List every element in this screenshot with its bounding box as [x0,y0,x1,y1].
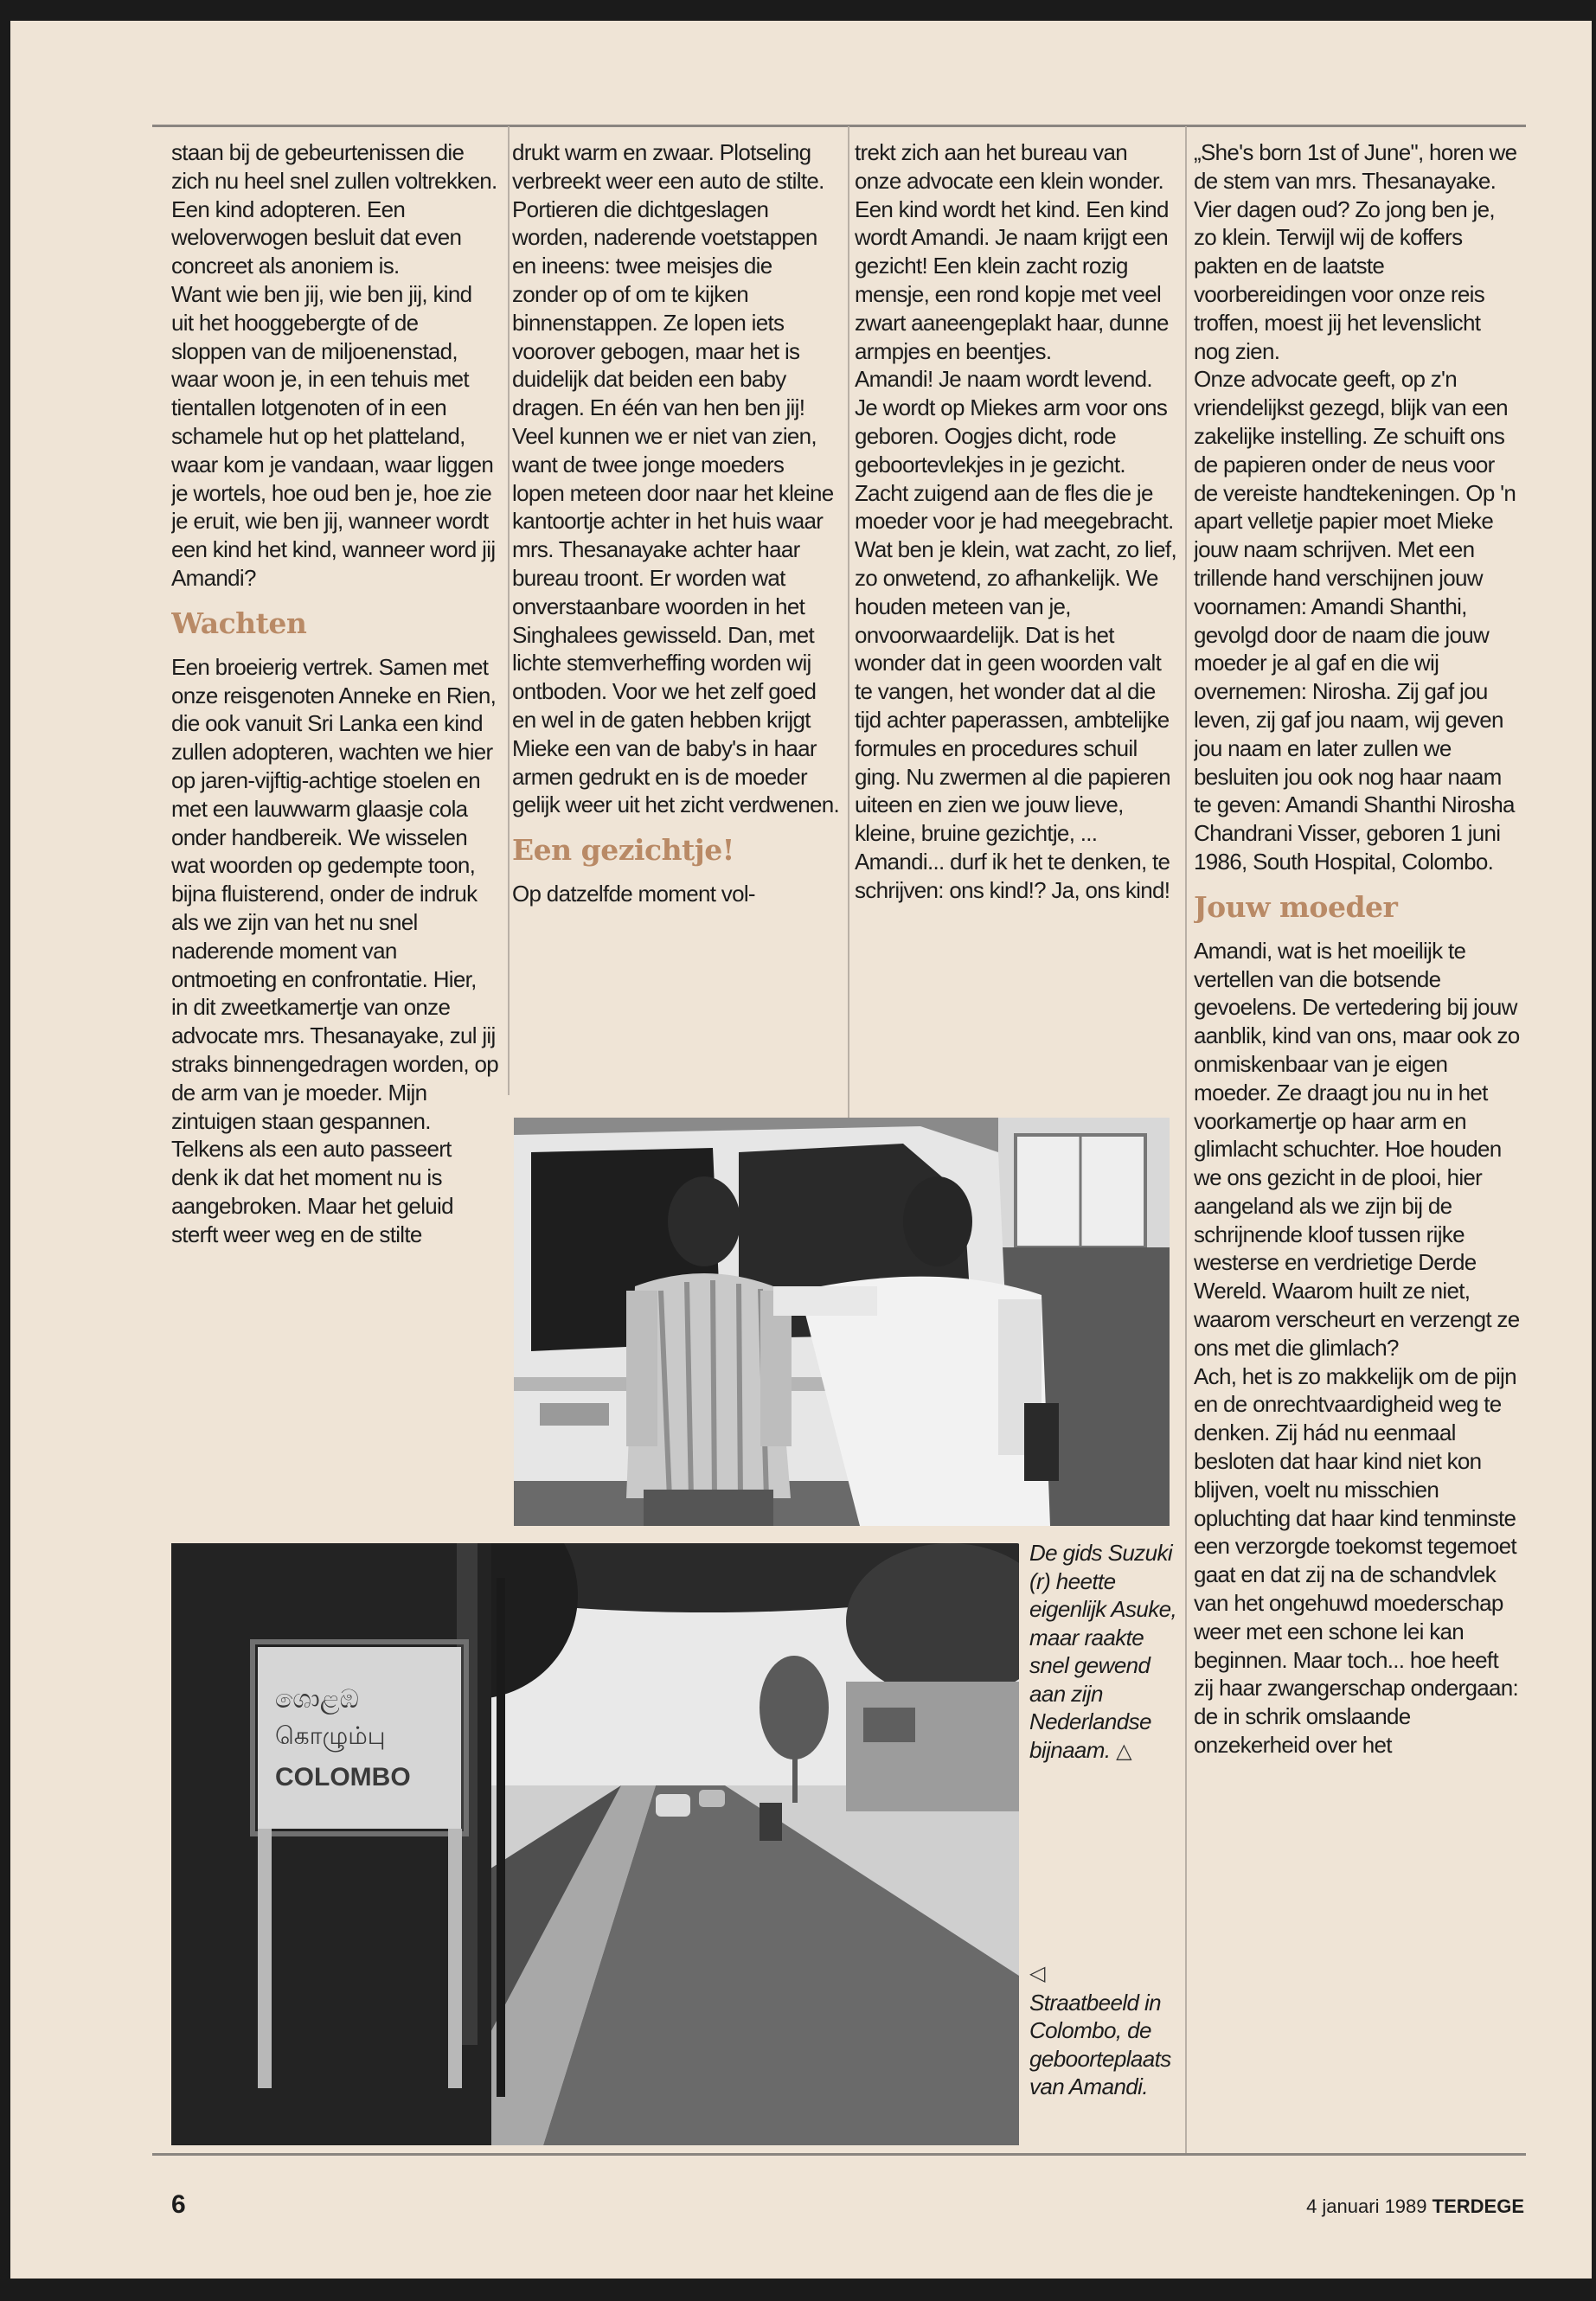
paragraph: Want wie ben jij, wie ben jij, kind uit het hooggebergte of de sloppen van de miljoenenstad, waar woon je, in een tehuis met tientallen lotgenoten of in een schamele hut op het platteland, waar kom je vandaan, waar liggen je wortels, hoe oud ben je, hoe zie je eruit, wie ben jij, wanneer wordt een kind het kind, wanneer word jij Amandi? [171,280,496,591]
page-number: 6 [171,2190,186,2219]
photo-colombo-street [171,1543,1019,2145]
svg-text:ශොළඹ: ශොළඹ [275,1685,359,1714]
paragraph: drukt warm en zwaar. Plotseling verbreekt weer een auto de stilte. Portieren die dichtgeslagen worden, naderende voetstappen en ineens: twee meisjes die zonder op of om te kijken binnenstappen. Ze lopen iets voorover gebogen, maar het is duidelijk dat beiden een baby dragen. En één van hen ben jij! [512,139,824,421]
triangle-left-icon: ◁ [1029,1962,1045,1985]
paragraph: Amandi! Je naam wordt levend. Je wordt op Miekes arm voor ons geboren. Oogjes dicht, rode geboortevlekjes in je gezicht. Zacht zuigend aan de fles die je moeder voor je had meegebracht. [855,366,1174,535]
photo-guide-suzuki-image [514,1118,1170,1526]
svg-text:கொழும்பு: கொழும்பு [275,1722,386,1749]
paragraph: Een broeierig vertrek. Samen met onze reisgenoten Anneke en Rien, die ook vanuit Sri Lanka een kind zullen adopteren, wachten we hier op jaren-vijftig-achtige stoelen en met een lauwwarm glaasje cola onder handbereik. We wisselen wat woorden op gedempte toon, bijna fluisterend, onder de indruk als we zijn van het nu snel naderende moment van ontmoeting en confrontatie. Hier, in dit zweetkamertje van onze advocate mrs. Thesanayake, zul jij straks binnengedragen worden, op de arm van je moeder. Mijn zintuigen staan gespannen. Telkens als een auto passeert denk ik dat het moment nu is aangebroken. Maar het geluid sterft weer weg en de stilte [171,653,498,1247]
article-column-2 [512,138,839,1081]
triangle-up-icon: △ [1116,1739,1131,1763]
magazine-page [10,21,1592,2279]
paragraph: Op datzelfde moment vol- [512,881,755,907]
paragraph: „She's born 1st of June", horen we de stem van mrs. Thesanayake. Vier dagen oud? Zo jong ben je, zo klein. Terwijl wij de koffers pakten en de laatste voorbereidingen voor onze reis troffen, moest jij het levenslicht nog zien. [1194,139,1517,364]
column-divider-3 [1185,126,1187,2153]
caption-text: Straatbeeld in Colombo, de geboorteplaats van Amandi. [1029,1989,1171,2099]
section-heading-jouw-moeder: Jouw moeder [1194,889,1398,924]
caption-colombo-street [1029,1960,1178,2101]
top-rule [152,125,1526,127]
paragraph: Ach, het is zo makkelijk om de pijn en de onrechtvaardigheid weg te denken. Zij hád nu eenmaal besloten dat haar kind niet kon blijven, voelt nu misschien opluchting dat haar kind tenminste een verzorgde toekomst tegemoet gaat en dat zij na de schandvlek van het ongehuwd moederschap weer met een schone lei kan beginnen. Maar toch... hoe heeft zij haar zwangerschap ondergaan: de in schrik omslaande onzekerheid over het [1194,1362,1519,1759]
paragraph: Onze advocate geeft, op z'n vriendelijkst gezegd, blijk van een zakelijke instelling. Ze schuift ons de papieren onder de neus voor de vereiste handtekeningen. Op 'n apart velletje papier moet Mieke jouw naam schrijven. Met een trillende hand verschijnen jouw voornamen: Amandi Shanthi, gevolgd door de naam die jouw moeder je al gaf en die wij overnemen: Nirosha. Zij gaf jou leven, zij gaf jou naam, wij geven jou naam en later zullen we besluiten jou ook nog haar naam te geven: Amandi Shanthi Nirosha Chandrani Visser, geboren 1 juni 1986, South Hospital, Colombo. [1194,366,1516,875]
footer-date: 4 januari 1989 [1306,2195,1427,2217]
paragraph: Amandi, wat is het moeilijk te vertellen van die botsende gevoelens. De vertedering bij jouw aanblik, kind van ons, maar ook zo onmiskenbaar van je eigen moeder. Ze draagt jou nu in het voorkamertje op haar arm en glimlacht schuchter. Hoe houden we ons gezicht in de plooi, hier aangeland als we zijn bij de schrijnende kloof tussen rijke westerse en verdrietige Derde Wereld. Waarom huilt ze niet, waarom verscheurt en verzengt ze ons met die glimlach? [1194,937,1520,1361]
article-column-4 [1194,138,1521,2154]
photo-colombo-street-image [171,1543,1019,2145]
section-heading-een-gezichtje: Een gezichtje! [512,833,734,868]
bottom-rule [152,2153,1526,2156]
paragraph: Veel kunnen we er niet van zien, want de twee jonge moeders lopen meteen door naar het kleine kantoortje achter in het huis waar mrs. Thesanayake achter haar bureau troont. Er worden wat onverstaanbare woorden in het Singhalees gewisseld. Dan, met lichte stemverheffing worden wij ontboden. Voor we het zelf goed en wel in de gaten hebben krijgt Mieke een van de baby's in haar armen gedrukt en is de moeder gelijk weer uit het zicht verdwenen. [512,422,839,818]
photo-guide-suzuki [514,1118,1170,1526]
paragraph: staan bij de gebeurtenissen die zich nu heel snel zullen voltrekken. Een kind adopteren. Een weloverwogen besluit dat even concreet als anoniem is. [171,139,497,279]
footer-issue [1265,2195,1524,2218]
caption-text: De gids Suzuki (r) heette eigenlijk Asuke, maar raakte snel gewend aan zijn Nederlandse bijnaam. [1029,1540,1177,1763]
paragraph: Wat ben je klein, wat zacht, zo lief, zo onwetend, zo afhankelijk. We houden meteen van je, onvoorwaardelijk. Dat is het wonder dat in geen woorden valt te vangen, het wonder dat al die tijd achter paperassen, ambtelijke formules en procedures schuil ging. Nu zwermen al die papieren uiteen en zien we jouw lieve, kleine, bruine gezichtje, ... Amandi... durf ik het te denken, te schrijven: ons kind!? Ja, ons kind! [855,536,1176,903]
section-heading-wachten: Wachten [171,606,307,640]
article-column-3 [855,138,1176,1107]
column-divider-1 [508,126,510,1095]
paragraph: trekt zich aan het bureau van onze advocate een klein wonder. Een kind wordt het kind. Een kind wordt Amandi. Je naam krijgt een gezicht! Een klein zacht rozig mensje, een rond kopje met veel zwart aaneengeplakt haar, dunne armpjes en beentjes. [855,139,1169,364]
column-divider-2 [848,126,849,1125]
footer-magazine: TERDEGE [1432,2195,1524,2217]
caption-guide-suzuki [1029,1539,1178,1766]
article-column-1 [171,138,498,1505]
sign-label: COLOMBO [275,1763,411,1791]
